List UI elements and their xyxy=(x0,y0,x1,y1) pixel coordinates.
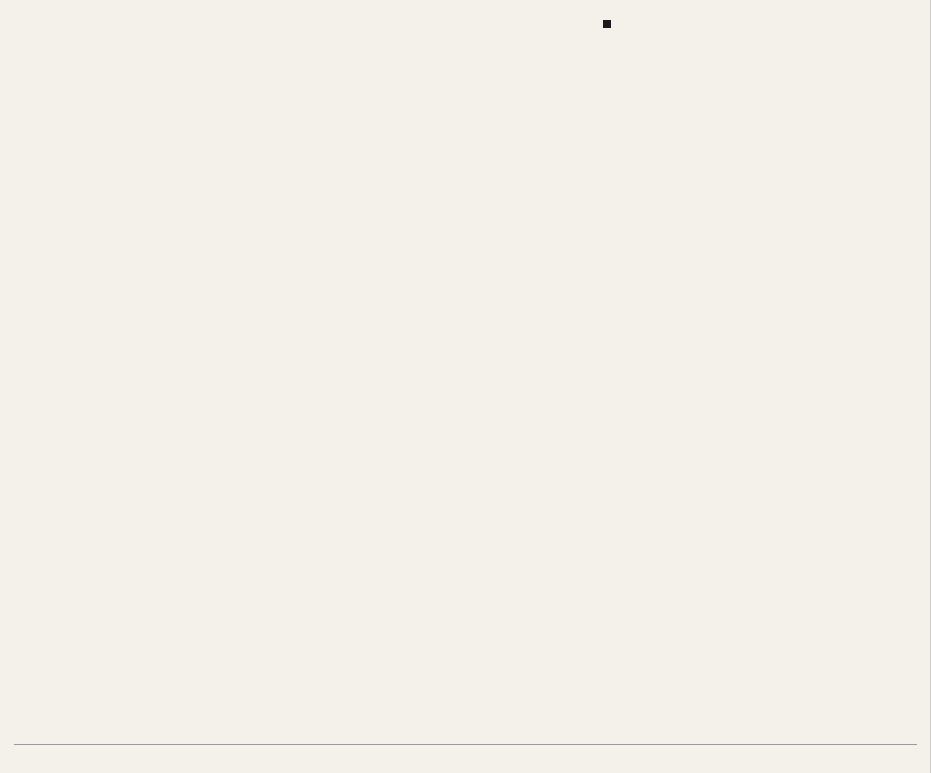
article-column-left xyxy=(15,10,305,738)
square-bullet-icon xyxy=(603,20,611,28)
section-heading xyxy=(321,20,611,28)
newspaper-page xyxy=(14,10,917,738)
page-footer xyxy=(14,744,917,749)
article-column-middle xyxy=(321,10,611,738)
article-column-right xyxy=(627,10,917,738)
